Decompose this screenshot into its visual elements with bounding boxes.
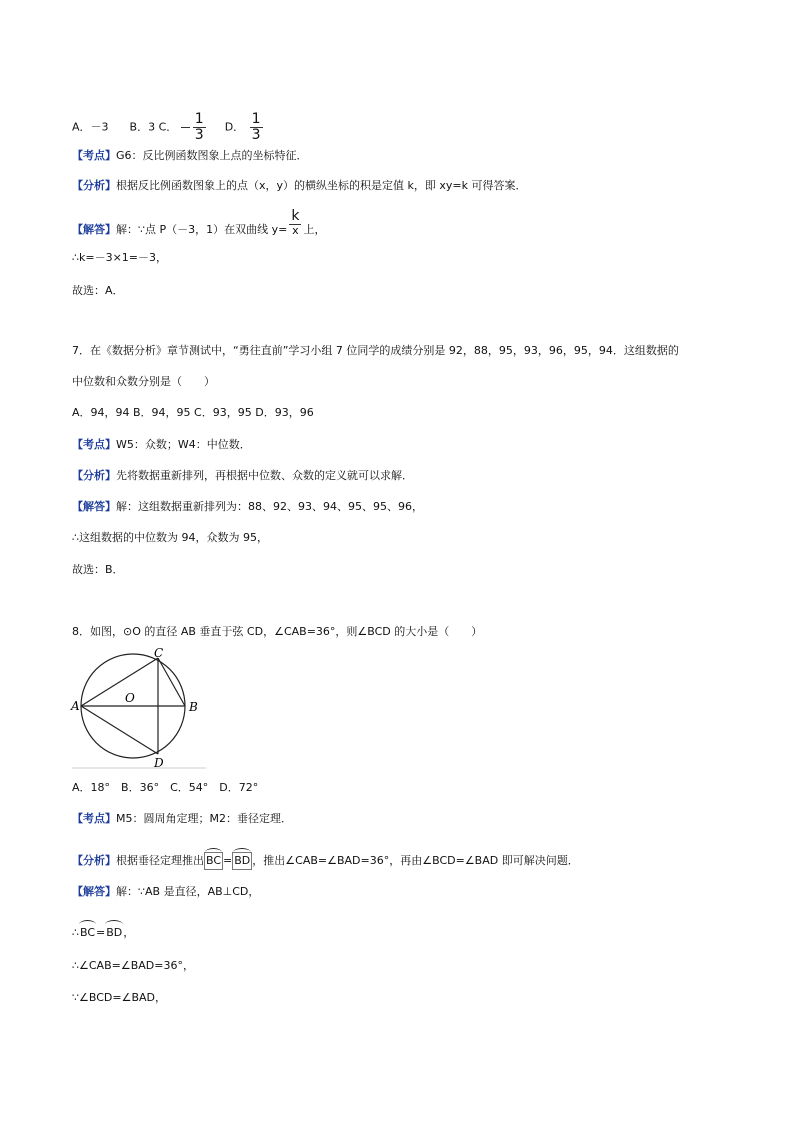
jieda-tag: 【解答】	[72, 885, 116, 898]
q6-options	[72, 112, 265, 143]
arc-bc: BC	[204, 852, 223, 870]
q7-kaodian: 【考点】W5：众数；W4：中位数．	[72, 438, 251, 451]
q7-question-line1: 7．在《数据分析》章节测试中，“勇往直前”学习小组 7 位同学的成绩分别是 92，88，95，93，96，95，94．这组数据的	[72, 344, 679, 357]
q7-fenxi: 【分析】先将数据重新排列，再根据中位数、众数的定义就可以求解．	[72, 469, 413, 482]
arc-bd: BD	[232, 852, 252, 870]
q7-options: A．94，94 B．94，95 C．93，95 D．93，96	[72, 406, 314, 419]
label-a: A	[71, 699, 80, 713]
q7-question-line2: 中位数和众数分别是（ ）	[72, 375, 215, 388]
q8-step2: ∴∠CAB=∠BAD=36°，	[72, 959, 194, 972]
q7-jieda: 【解答】解：这组数据重新排列为：88、92、93、94、95、95、96，	[72, 500, 423, 513]
label-o: O	[125, 691, 135, 705]
q6-option-b: B．3	[129, 120, 156, 134]
q6-answer: 故选：A．	[72, 284, 124, 297]
q8-kaodian: 【考点】M5：圆周角定理；M2：垂径定理．	[72, 812, 292, 825]
q6-k-over-x: $\frac{k}{x}$	[291, 208, 300, 237]
arc-bd: BD	[106, 926, 123, 939]
q6-option-a: A．－3	[72, 120, 109, 134]
q8-fenxi: 【分析】根据垂径定理推出 BC = BD ，推出∠CAB=∠BAD=36°，再由∠BCD=∠BAD 即可解决问题．	[72, 852, 579, 870]
jieda-tag: 【解答】	[72, 500, 116, 513]
q8-question: 8．如图，⊙O 的直径 AB 垂直于弦 CD，∠CAB=36°，则∠BCD 的大小是（ ）	[72, 625, 483, 638]
q8-step1: ∴BC=BD，	[72, 926, 135, 939]
label-b: B	[189, 700, 198, 714]
kaodian-tag: 【考点】	[72, 812, 116, 825]
q7-step1: ∴这组数据的中位数为 94，众数为 95，	[72, 531, 268, 544]
label-c: C	[154, 646, 164, 660]
q6-step1: ∴k=－3×1=－3，	[72, 251, 168, 264]
q6-option-d-label: D．	[224, 120, 245, 134]
segment-ac	[81, 658, 158, 706]
segment-ad	[81, 706, 158, 754]
q6-option-c-label: C．	[158, 120, 178, 134]
arc-bc: BC	[80, 926, 96, 939]
kaodian-tag: 【考点】	[72, 438, 116, 451]
q8-step3: ∵∠BCD=∠BAD，	[72, 991, 166, 1004]
q6-option-c-fraction: $\frac{1}{3}$	[194, 111, 204, 143]
label-d: D	[154, 756, 164, 770]
kaodian-tag: 【考点】	[72, 149, 116, 162]
q6-fenxi: 【分析】根据反比例函数图象上的点（x，y）的横纵坐标的积是定值 k，即 xy=k 可得答案．	[72, 179, 527, 192]
fenxi-tag: 【分析】	[72, 179, 116, 192]
q6-kaodian: 【考点】G6：反比例函数图象上点的坐标特征．	[72, 149, 308, 162]
circle-diagram	[72, 648, 206, 770]
q6-jieda: 【解答】解：∵点 P（－3，1）在双曲线 y= $\frac{k}{x}$ 上，	[72, 208, 326, 237]
jieda-tag: 【解答】	[72, 223, 116, 236]
q7-answer: 故选：B．	[72, 563, 124, 576]
segment-cb	[158, 658, 185, 706]
fenxi-tag: 【分析】	[72, 854, 116, 867]
q8-options: A．18° B．36° C．54° D．72°	[72, 781, 259, 794]
q6-option-d-fraction: $\frac{1}{3}$	[251, 111, 261, 143]
q8-jieda: 【解答】解：∵AB 是直径，AB⊥CD，	[72, 885, 260, 898]
fenxi-tag: 【分析】	[72, 469, 116, 482]
